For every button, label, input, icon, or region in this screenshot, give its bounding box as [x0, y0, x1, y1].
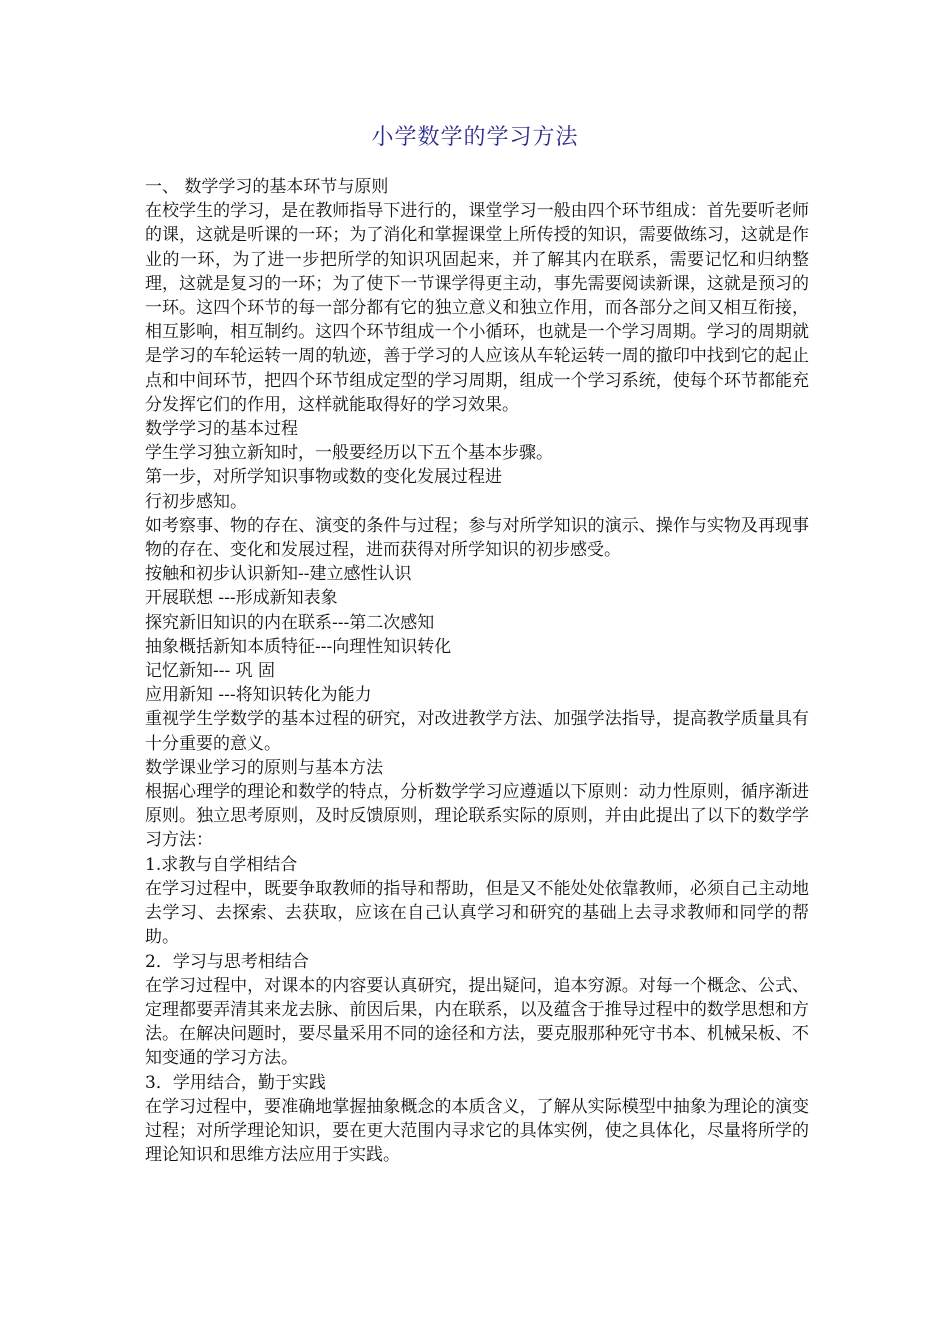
- subheading: 1.求教与自学相结合: [145, 854, 298, 875]
- list-item: 探究新旧知识的内在联系---第二次感知: [145, 612, 435, 633]
- list-item: 抽象概括新知本质特征---向理性知识转化: [145, 636, 452, 657]
- paragraph: 行初步感知。: [145, 491, 247, 512]
- paragraph: 在校学生的学习，是在教师指导下进行的，课堂学习一般由四个环节组成：首先要听老师的课，这就是听课的一环；为了消化和掌握课堂上所传授的知识，需要做练习，这就是作业的一环，为了进一步把所学的知识巩固起来，并了解其内在联系，需要记忆和归纳整理，这就是复习的一环；为了使下一节课学得更主动，事先需要阅读新课，这就是预习的一环。这四个环节的每一部分都有它的独立意义和独立作用，而各部分之间又相互衔接，相互影响，相互制约。这四个环节组成一个小循环，也就是一个学习周期。学习的周期就是学习的车轮运转一周的轨迹，善于学习的人应该从车轮运转一周的撤印中找到它的起止点和中间环节，把四个环节组成定型的学习周期，组成一个学习系统，使每个环节都能充分发挥它们的作用，这样就能取得好的学习效果。: [145, 201, 809, 415]
- list-item: 记忆新知--- 巩 固: [145, 661, 276, 682]
- paragraph: 重视学生学数学的基本过程的研究，对改进教学方法、加强学法指导，提高教学质量具有十分重要的意义。: [145, 709, 809, 754]
- document-title: 小学数学的学习方法: [371, 125, 579, 150]
- paragraph: 在学习过程中，要准确地掌握抽象概念的本质含义，了解从实际模型中抽象为理论的演变过程；对所学理论知识，要在更大范围内寻求它的具体实例，使之具体化，尽量将所学的理论知识和思维方法应用于实践。: [145, 1096, 809, 1166]
- subheading: 2．学习与思考相结合: [145, 951, 309, 972]
- paragraph: 在学习过程中，既要争取教师的指导和帮助，但是又不能处处依靠教师，必须自己主动地去学习、去探索、去获取，应该在自己认真学习和研究的基础上去寻求教师和同学的帮助。: [145, 878, 809, 948]
- section-heading: 一、 数学学习的基本环节与原则: [145, 177, 389, 197]
- subheading: 3．学用结合，勤于实践: [145, 1072, 326, 1093]
- document-body: [145, 175, 809, 1167]
- list-item: 开展联想 ---形成新知表象: [145, 588, 338, 609]
- section-heading: 数学学习的基本过程: [145, 419, 298, 440]
- list-item: 应用新知 ---将知识转化为能力: [145, 685, 372, 706]
- section-heading: 数学课业学习的原则与基本方法: [145, 757, 383, 778]
- paragraph: 在学习过程中，对课本的内容要认真研究，提出疑问，追本穷源。对每一个概念、公式、定理都要弄清其来龙去脉、前因后果，内在联系，以及蕴含于推导过程中的数学思想和方法。在解决问题时，要尽量采用不同的途径和方法，要克服那种死守书本、机械呆板、不知变通的学习方法。: [145, 975, 809, 1069]
- list-item: 按触和初步认识新知--建立感性认识: [145, 564, 412, 585]
- paragraph: 第一步，对所学知识事物或数的变化发展过程进: [145, 467, 502, 488]
- paragraph: 如考察事、物的存在、演变的条件与过程；参与对所学知识的演示、操作与实物及再现事物的存在、变化和发展过程，进而获得对所学知识的初步感受。: [145, 515, 809, 561]
- paragraph: 学生学习独立新知时，一般要经历以下五个基本步骤。: [145, 443, 553, 464]
- paragraph: 根据心理学的理论和数学的特点，分析数学学习应遵遁以下原则：动力性原则，循序渐进原则。独立思考原则，及时反馈原则，理论联系实际的原则，并由此提出了以下的数学学习方法：: [145, 782, 809, 851]
